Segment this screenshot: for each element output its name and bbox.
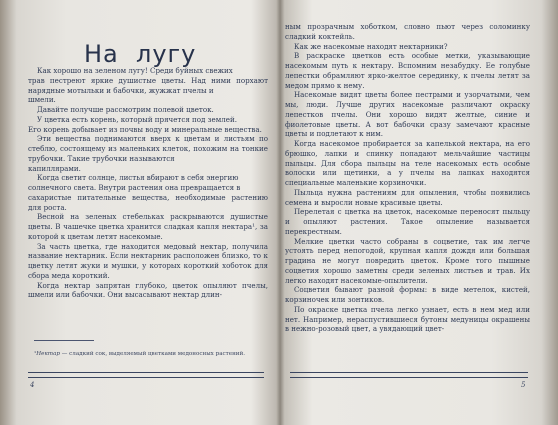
left-page [28,0,268,425]
footnote-term: Нектар [36,351,60,357]
paragraph: Пыльца нужна растениям для опыления, чтобы появились семена и выросли новые красивые цветы. [285,187,530,207]
right-page [285,0,530,425]
paragraph: солнечного света. Внутри растения она превращается в [28,183,241,192]
footnote-text: — сладкий сок, выделяемый цветками медоносных растений. [60,351,246,357]
paragraph: Соцветия бывают разной формы: в виде метелок, кистей, корзиночек или зонтиков. [285,285,530,304]
paragraph: За часть цветка, где находится медовый нектар, получила название нектарник. Если нектарник расположен близко, то к цветку летят жуки и мушки, у которых короткий хоботок для сбора меда короткий. [28,241,268,280]
footnote-divider [34,340,94,341]
right-body-text [285,22,530,334]
bottom-rule-right [290,372,528,378]
paragraph: В раскраске цветков есть особые метки, указывающие насекомым путь к нектару. Вспомним незабудку. Ее голубые лепестки обрамляют ярко-желтое серединку, к пчелы летят за медом прямо к нему. [285,51,530,90]
paragraph: капиллярами. [28,163,81,173]
paragraph: По окраске цветка пчела легко узнает, есть в нем мед или нет. Например, нераспустившиеся бутоны медуницы окрашены в нежно-розовый цвет, а увядающий цвет- [285,304,530,334]
paragraph: Мелкие цветки часто собраны в соцветие, так им легче устоять перед непогодой, крупная капля дождя или большая градина не могут повредить цветок. Кроме того пышные соцветия хорошо заметны среди зеленых листьев и трав. Их легко находят насекомые-опылители. [285,236,530,285]
paragraph: У цветка есть корень, который прячется под землей. [37,114,237,124]
paragraph: Эти вещества поднимаются вверх к цветам и листьям по стеблю, состоящему из маленьких клеток, похожим на тонкие трубочки. Такие трубочки называются [28,134,268,163]
paragraph: Его корень добывает из почвы воду и минеральные вещества. [28,124,262,134]
footnote-marker: ¹ [34,351,37,357]
paragraph: Перелетая с цветка на цветок, насекомые переносят пыльцу и опыляют растения. Такое опыление называется перекрестным. [285,207,530,236]
paragraph: трав пестреют яркие душистые цветы. Над ними порхают нарядные мотыльки и бабочки, жужжат пчелы и [28,75,268,95]
paragraph: Как хорошо на зеленом лугу! Среди буйных свежих [37,66,233,75]
bottom-rule-left [28,372,264,378]
paragraph: Когда нектар запрятан глубоко, цветок опыляют пчелы, шмели или бабочки. Они высасывают нектар длин- [28,280,268,300]
paragraph: ным прозрачным хоботком, словно пьют через соломинку сладкий коктейль. [285,22,530,41]
paragraph: Как же насекомые находят нектарники? [294,41,448,51]
page-number-right: 5 [521,381,526,389]
page-title: На лугу [84,40,197,68]
paragraph: шмели. [28,95,56,105]
left-body-text [28,66,268,300]
paragraph: сахаристые питательные вещества, необходимые растению для роста. [28,192,268,212]
paragraph: Когда насекомое пробирается за капелькой нектара, на его брюшко, лапки и спинку попадают мельчайшие частицы пыльцы. Для сбора пыльцы на теле насекомых есть особые волоски или щетинки, а у пчелы на лапках находятся специальные маленькие корзиночки. [285,139,530,187]
paragraph: Весной на зеленых стебельках раскрываются душистые цветы. В чашечке цветка хранится сладкая капля нектара¹, за которой к цветам летят насекомые. [28,212,268,241]
paragraph: Насекомые видят цветы более пестрыми и узорчатыми, чем мы, люди. Лучше других насекомые различают окраску лепестков пчелы. Они хорошо видят желтые, синие и фиолетовые цветы. А вот бабочки сразу замечают красные цветы и подлетают к ним. [285,90,530,139]
paragraph: Давайте получше рассмотрим полевой цветок. [37,105,214,114]
footnote [34,350,270,358]
page-number-left: 4 [30,381,35,389]
paragraph: Когда светит солнце, листья вбирают в себя энергию [37,173,239,183]
